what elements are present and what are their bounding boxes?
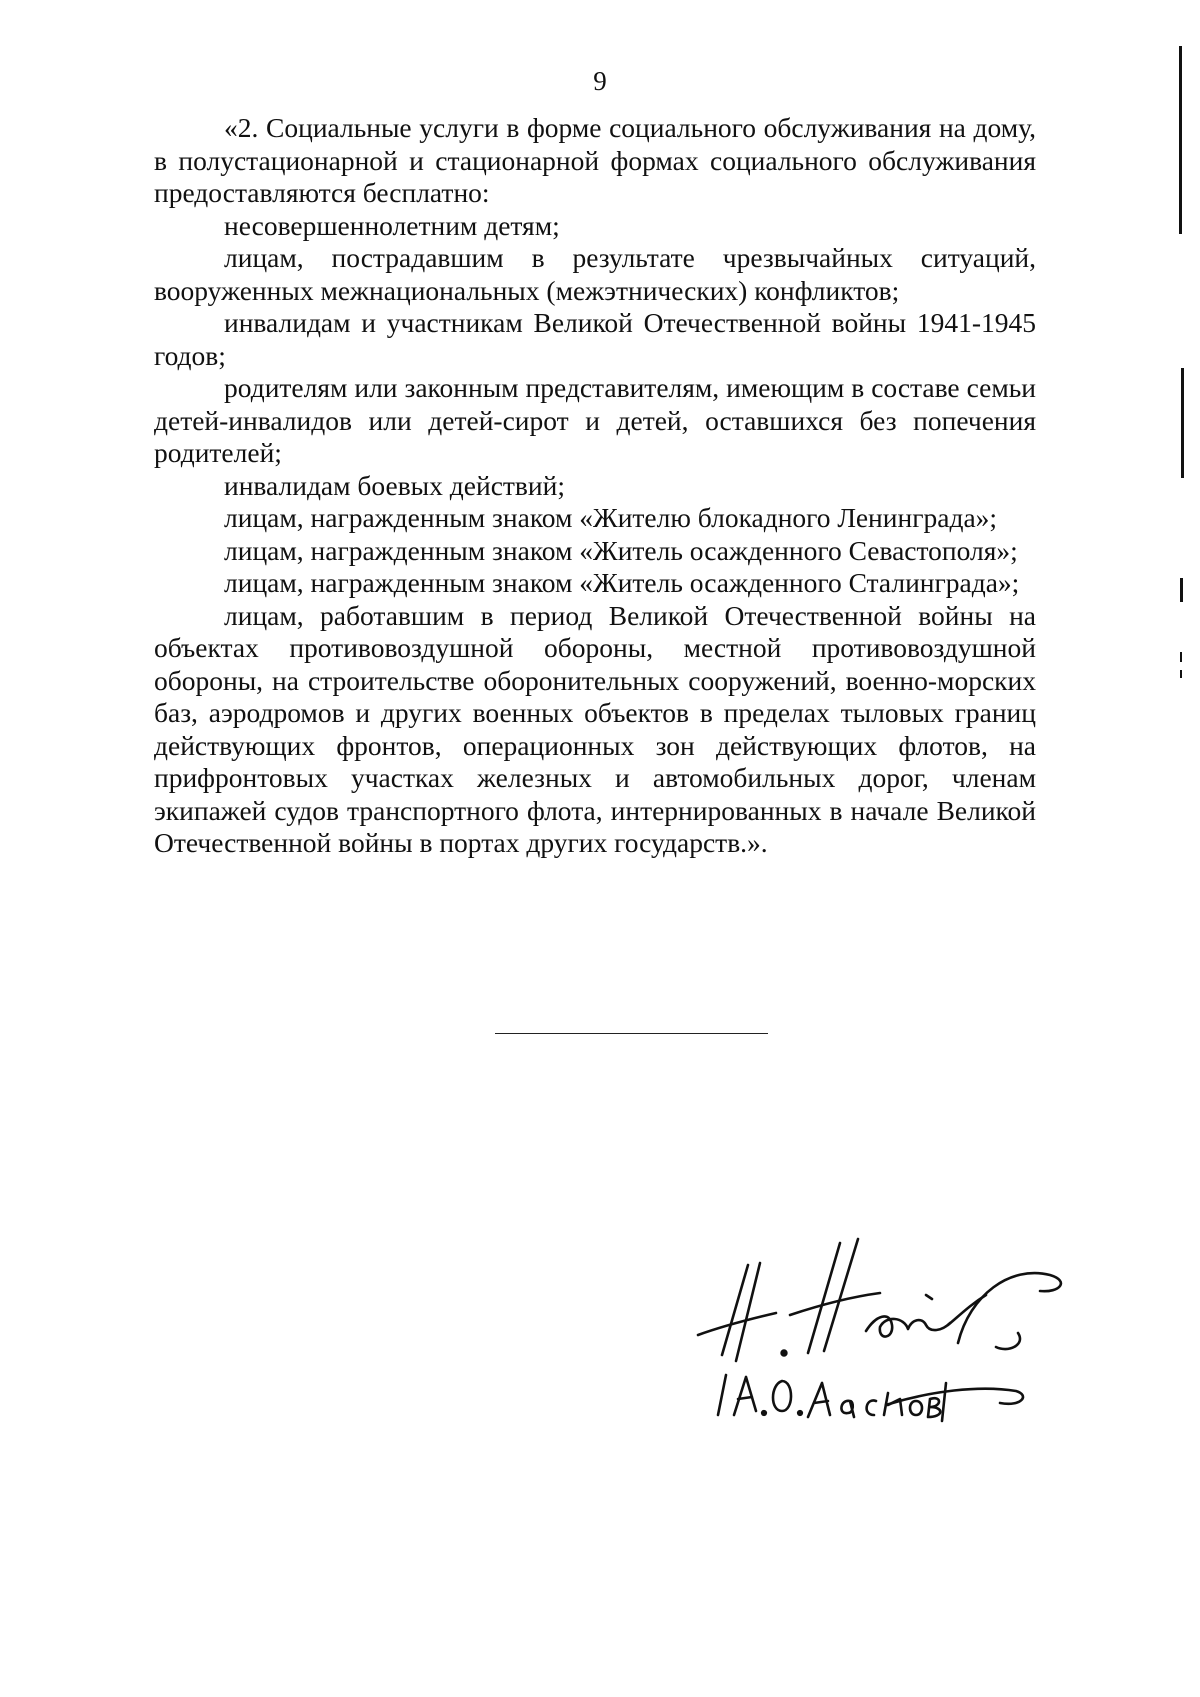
scan-edge-mark (1180, 670, 1182, 678)
scan-edge-mark (1181, 368, 1184, 478)
list-item: лицам, пострадавшим в результате чрезвычайных ситуаций, вооруженных межнациональных (межэтнических) конфликтов; (154, 242, 1036, 306)
document-body (154, 112, 1036, 860)
list-item: лицам, награжденным знаком «Житель осажденного Сталинграда»; (224, 567, 1020, 598)
list-item: лицам, награжденным знаком «Жителю блокадного Ленинграда»; (224, 502, 998, 533)
list-item: лицам, работавшим в период Великой Отечественной войны на объектах противовоздушной обороны, местной противовоздушной обороны, на строительстве оборонительных сооружений, военно-морских баз, аэродромов и других военных объектов в пределах тыловых границ действующих фронтов, операционных зон действующих флотов, на прифронтовых участках железных и автомобильных дорог, членам экипажей судов транспортного флота, интернированных в начале Великой Отечественной войны в портах других государств.». (154, 599, 1036, 858)
list-item: лицам, награжденным знаком «Житель осажденного Севастополя»; (224, 534, 1018, 566)
section-divider (495, 1033, 768, 1034)
page-number: 9 (593, 66, 607, 96)
list-item: инвалидам боевых действий; (224, 469, 565, 501)
list-item: инвалидам и участникам Великой Отечественной войны 1941-1945 годов; (154, 307, 1036, 371)
list-item: родителям или законным представителям, имеющим в составе семьи детей-инвалидов или детей-сирот и детей, оставшихся без попечения родителей; (154, 372, 1036, 468)
scan-edge-mark (1180, 652, 1182, 662)
handwritten-signature (690, 1235, 1120, 1435)
scan-edge-mark (1180, 578, 1183, 602)
list-item: несовершеннолетним детям; (224, 209, 560, 241)
scan-edge-mark (1179, 46, 1182, 234)
paragraph-intro: «2. Социальные услуги в форме социального обслуживания на дому, в полустационарной и стационарной формах социального обслуживания предоставляются бесплатно: (154, 112, 1036, 208)
